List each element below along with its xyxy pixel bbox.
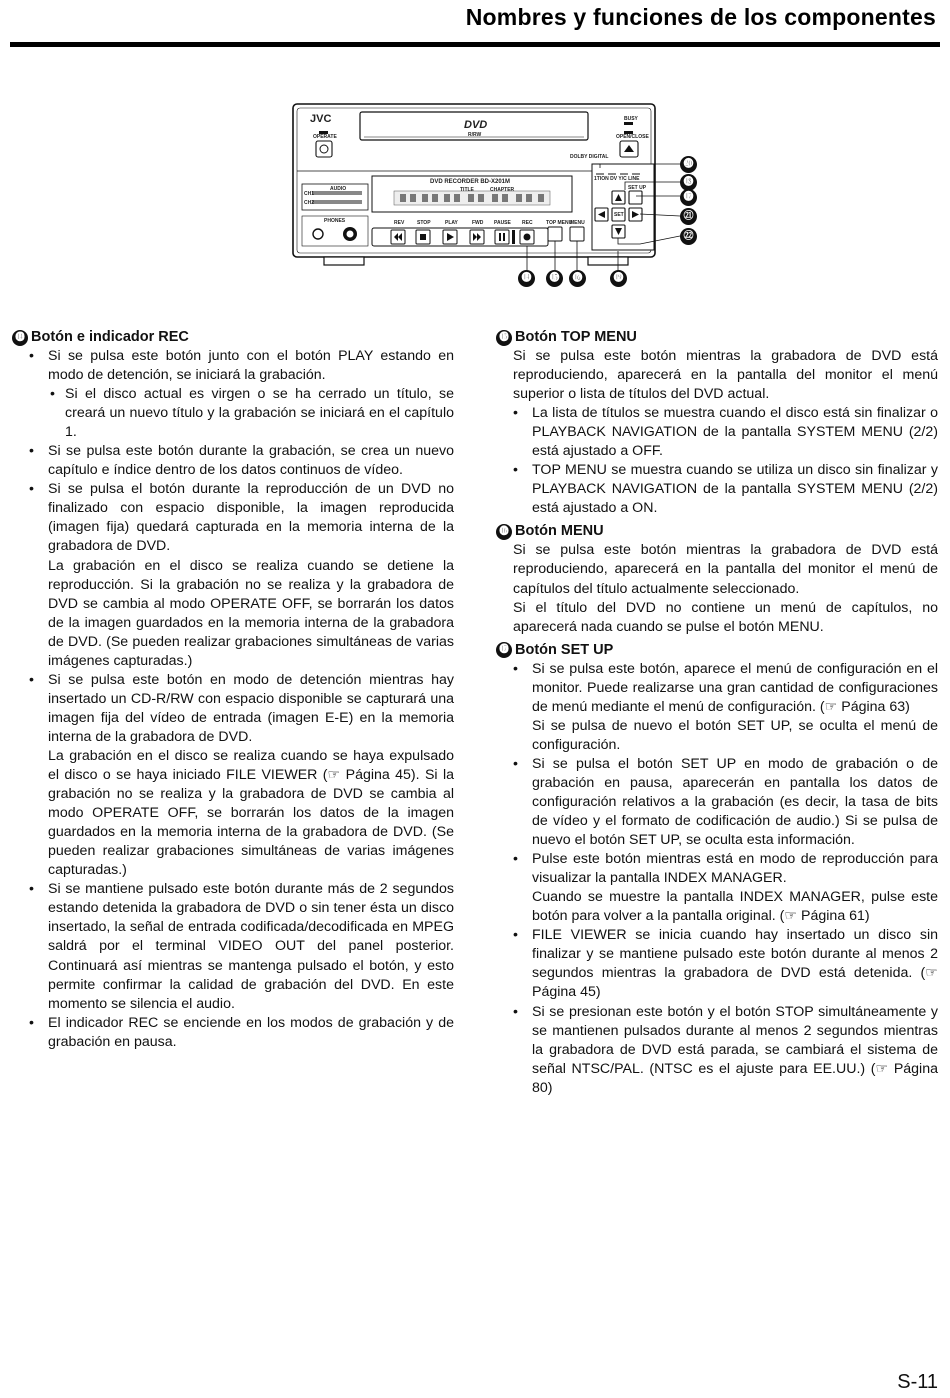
list-item-continuation: Cuando se muestre la pantalla INDEX MANAGER, pulse este botón para volver a la pantalla original. (☞ Página 61)	[532, 889, 938, 925]
list-item: • Si se mantiene pulsado este botón durante más de 2 segundos estando detenida la grabadora de DVD o sin tener ésta un disco insertado, la señal de entrada codificada/decodificada en MPEG saldrá por el terminal VIDEO OUT del panel posterior. Continuará así mientras se mantenga pulsado el botón, y esto permite confirmar la calidad de grabación del DVD. En este momento se silencia el audio.	[12, 880, 454, 1013]
display-label-chapter: CHAPTER	[490, 187, 515, 193]
dvd-logo-sub: R/RW	[468, 132, 482, 138]
section-top-menu-button	[496, 328, 938, 518]
section-title: Botón TOP MENU	[515, 329, 637, 345]
list-item: • TOP MENU se muestra cuando se utiliza un disco sin finalizar y PLAYBACK NAVIGATION de la pantalla SYSTEM MENU (2/2) está ajustado a ON.	[496, 461, 938, 518]
bullet-list	[496, 755, 938, 888]
phones-label: PHONES	[324, 218, 346, 224]
ch1-label: CH1	[304, 191, 315, 197]
section-title: Botón e indicador REC	[31, 329, 189, 345]
section-rec-button	[12, 328, 454, 1052]
bullet-list	[496, 404, 938, 518]
callout-16: ⓰	[569, 270, 586, 287]
callout-17: ⓱	[680, 189, 697, 206]
set-label: SET	[614, 212, 624, 218]
display-label-title: TITLE	[460, 187, 474, 193]
list-item-continuation: La grabación en el disco se realiza cuando se detiene la reproducción. Si la grabación no se realiza y la grabadora de DVD se cambia al modo OPERATE OFF, se borrarán los datos de la imagen guardados en la memoria interna de la grabadora de DVD. (Se pueden realizar grabaciones simultáneas de varias imágenes capturadas.)	[48, 557, 454, 669]
page-header-title: Nombres y funciones de los componentes	[465, 4, 936, 30]
section-number: ⓱	[496, 642, 512, 658]
stop-label: STOP	[417, 220, 431, 226]
left-column	[12, 328, 454, 1056]
section-menu-button	[496, 522, 938, 636]
paragraph: Si se pulsa este botón mientras la grabadora de DVD está reproduciendo, aparecerá en la pantalla del monitor el menú superior o lista de títulos del DVD actual.	[513, 348, 938, 403]
callout-21: ㉑	[680, 208, 697, 225]
list-item: • Si se pulsa el botón durante la reproducción de un DVD no finalizado con espacio disponible, la imagen reproducida (imagen fija) quedará capturada en la memoria interna de la grabadora de DVD.	[12, 480, 454, 556]
bullet-list	[12, 671, 454, 747]
page-number: S-11	[897, 1371, 938, 1393]
list-item-continuation: Si se pulsa de nuevo el botón SET UP, se oculta el menú de configuración.	[532, 717, 938, 753]
pause-label: PAUSE	[494, 220, 511, 226]
section-heading	[496, 522, 938, 541]
list-item: • Si el disco actual es virgen o se ha cerrado un título, se creará un nuevo título y la grabación se iniciará en el capítulo 1.	[12, 385, 454, 442]
paragraph: Si se pulsa este botón mientras la grabadora de DVD está reproduciendo, aparecerá en la pantalla del monitor el menú de capítulos del título actualmente seleccionado.	[513, 542, 938, 597]
section-heading	[496, 641, 938, 660]
open-close-label: OPEN/CLOSE	[616, 134, 649, 140]
dolby-label: DOLBY DIGITAL	[570, 154, 609, 160]
list-item-continuation: La grabación en el disco se realiza cuando se haya expulsado el disco o se haya iniciado FILE VIEWER (☞ Página 45). Si la grabación no se realiza y la grabadora de DVD se cambia al modo OPERATE OFF, se borrarán los datos de la imagen guardados en la memoria interna de la grabadora de DVD. (Se pueden realizar grabaciones simultáneas de varias imágenes capturadas.)	[48, 747, 454, 879]
callout-19: ⓳	[610, 270, 627, 287]
section-heading	[12, 328, 454, 347]
right-column	[496, 328, 938, 1102]
list-item: • El indicador REC se enciende en los modos de grabación y de grabación en pausa.	[12, 1014, 454, 1052]
list-item: • Si se pulsa este botón durante la grabación, se crea un nuevo capítulo e índice dentro de los datos continuos de vídeo.	[12, 442, 454, 480]
inputs-label: 1TION DV Y/C LINE	[594, 176, 640, 182]
bullet-list	[12, 347, 454, 385]
header-rule	[10, 42, 940, 47]
section-number: ⓰	[496, 524, 512, 540]
fwd-label: FWD	[472, 220, 484, 226]
model-line: DVD RECORDER BD-X201M	[430, 179, 511, 185]
callout-18: ⓲	[680, 174, 697, 191]
operate-label: OPERATE	[313, 134, 337, 140]
list-item: • Si se pulsa este botón junto con el botón PLAY estando en modo de detención, se iniciará la grabación.	[12, 347, 454, 385]
bullet-list	[12, 880, 454, 1051]
paragraph: Si el título del DVD no contiene un menú de capítulos, no aparecerá nada cuando se pulse el botón MENU.	[513, 599, 938, 635]
section-heading	[496, 328, 938, 347]
rec-label: REC	[522, 220, 533, 226]
list-item: • La lista de títulos se muestra cuando el disco está sin finalizar o PLAYBACK NAVIGATION de la pantalla SYSTEM MENU (2/2) está ajustado a OFF.	[496, 404, 938, 461]
section-title: Botón SET UP	[515, 641, 614, 658]
section-number: ⓯	[496, 330, 512, 346]
section-number: ⓮	[12, 330, 28, 346]
set-up-label: SET UP	[628, 185, 647, 191]
top-menu-label: TOP MENU	[546, 220, 573, 226]
callout-15: ⓯	[546, 270, 563, 287]
callout-22: ㉒	[680, 228, 697, 245]
device-front-panel-figure	[280, 96, 710, 296]
list-item: • Si se pulsa este botón en modo de detención mientras hay insertado un CD-R/RW con espacio disponible se capturará una imagen fija del vídeo de entrada (imagen E-E) en la memoria interna de la grabadora de DVD.	[12, 671, 454, 747]
list-item: • Si se presionan este botón y el botón STOP simultáneamente y se mantienen pulsados durante al menos 2 segundos mientras la grabadora de DVD está parada, se cambiará el sistema de señal NTSC/PAL. (NTSC es el ajuste para EE.UU.) (☞ Página 80)	[496, 1003, 938, 1098]
play-label: PLAY	[445, 220, 458, 226]
callout-20: ⓴	[680, 156, 697, 173]
dvd-logo: DVD	[464, 119, 488, 131]
menu-label: MENU	[570, 220, 585, 226]
sub-bullet-list	[12, 385, 454, 442]
rev-label: REV	[394, 220, 405, 226]
bullet-list	[12, 442, 454, 556]
bullet-list	[496, 660, 938, 717]
callout-14: ⓮	[518, 270, 535, 287]
device-illustration	[280, 96, 710, 296]
section-title: Botón MENU	[515, 523, 604, 540]
list-item: • FILE VIEWER se inicia cuando hay insertado un disco sin finalizar y se mantiene pulsado este botón durante al menos 2 segundos mientras la grabadora de DVD está detenida. (☞ Página 45)	[496, 926, 938, 1002]
ch2-label: CH2	[304, 200, 315, 206]
brand-logo: JVC	[310, 113, 332, 125]
bullet-list	[496, 926, 938, 1097]
list-item: • Si se pulsa el botón SET UP en modo de grabación o de grabación en pausa, aparecerán en pantalla los datos de configuración relativos a la grabación (es decir, la tasa de bits de vídeo y el formato de codificación de audio.) Si se pulsa de nuevo el botón SET UP, se oculta esta información.	[496, 755, 938, 850]
busy-label: BUSY	[624, 116, 638, 122]
section-set-up-button	[496, 641, 938, 1098]
audio-label: AUDIO	[330, 186, 347, 192]
list-item: • Si se pulsa este botón, aparece el menú de configuración en el monitor. Puede realizarse una gran cantidad de configuraciones de menú mediante el menú de configuración. (☞ Página 63)	[496, 660, 938, 717]
list-item: • Pulse este botón mientras está en modo de reproducción para visualizar la pantalla INDEX MANAGER.	[496, 850, 938, 888]
